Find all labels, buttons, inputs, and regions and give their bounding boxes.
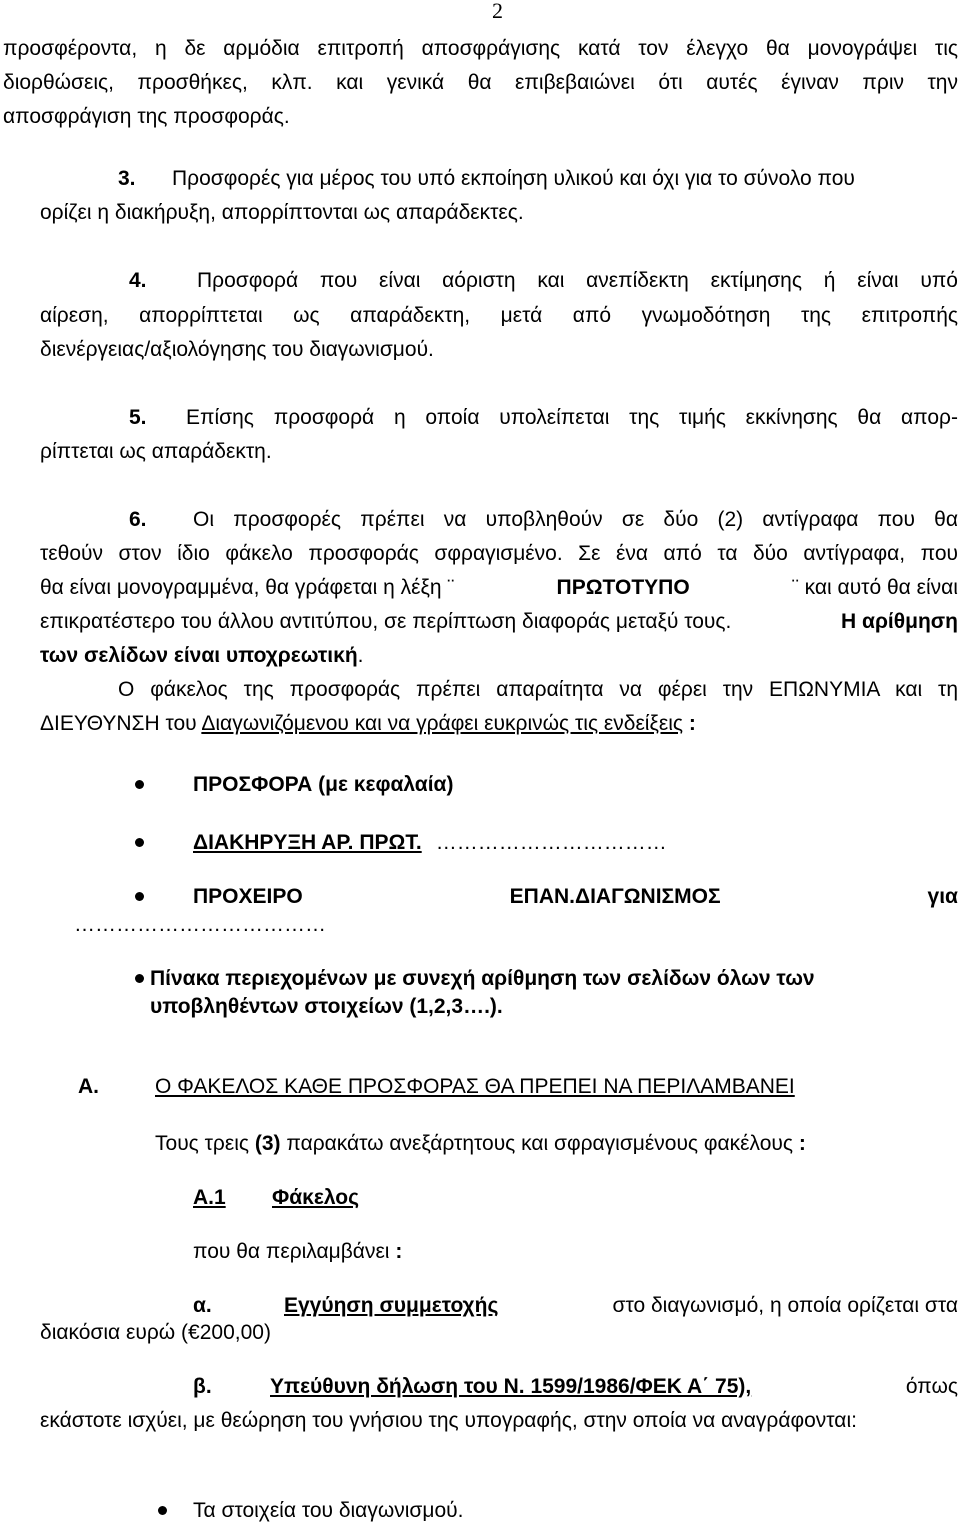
envelope-label-offer: ΠΡΟΣΦΟΡΑ (με κεφαλαία): [193, 773, 454, 796]
bullet-icon: [135, 780, 144, 789]
beta-line-2: εκάστοτε ισχύει, με θεώρηση του γνήσιου της υπογραφής, στην οποία να αναγράφονται:: [40, 1409, 857, 1432]
intro-line-1: προσφέροντα, η δε αρμόδια επιτροπή αποσφράγισης κατά τον έλεγχο θα μονογράψει τις: [3, 37, 958, 60]
a1-title: Φάκελος: [272, 1186, 359, 1209]
item-6-line-4-text: επικρατέστερο του άλλου αντιτύπου, σε περίπτωση διαφοράς μεταξύ τους.: [40, 610, 732, 633]
item-5-line-2: ρίπτεται ως απαράδεκτη.: [40, 440, 272, 463]
beta-letter: β.: [193, 1375, 212, 1398]
item-4-number: 4.: [129, 269, 147, 292]
participation-guarantee: Εγγύηση συμμετοχής: [284, 1294, 499, 1317]
item-6-line-3-start: θα είναι μονογραμμένα, θα γράφεται η λέξη ¨: [40, 576, 455, 599]
item-6-line-2: τεθούν στον ίδιο φάκελο προσφοράς σφραγισμένο. Σε ένα από τα δύο αντίγραφα, που: [40, 542, 958, 565]
beta-line-1: Υπεύθυνη δήλωση του Ν. 1599/1986/ΦΕΚ Α΄ 75), όπως: [270, 1375, 958, 1398]
item-6-line-7: ΔΙΕΥΘΥΝΣΗ του Διαγωνιζόμενου και να γράφει ευκρινώς τις ενδείξεις :: [40, 712, 696, 735]
item-4-line-1: Προσφορά που είναι αόριστη και ανεπίδεκτη εκτίμησης ή είναι υπό: [197, 269, 958, 292]
page-numbering-required: των σελίδων είναι υποχρεωτική: [40, 644, 358, 667]
contents-table-line-2: υποβληθέντων στοιχείων (1,2,3….).: [150, 995, 503, 1018]
solemn-declaration: Υπεύθυνη δήλωση του Ν. 1599/1986/ΦΕΚ Α΄ 75),: [270, 1375, 752, 1398]
alpha-letter: α.: [193, 1294, 212, 1317]
bullet-icon: [135, 838, 144, 847]
item-6-line-6: Ο φάκελος της προσφοράς πρέπει απαραίτητα να φέρει την ΕΠΩΝΥΜΙΑ και τη: [118, 678, 958, 701]
item-6-line-3-end: ¨ και αυτό θα είναι: [791, 576, 958, 599]
item-6-line-5: των σελίδων είναι υποχρεωτική.: [40, 644, 364, 667]
item-3-line-1: Προσφορές για μέρος του υπό εκποίηση υλικού και όχι για το σύνολο που: [172, 167, 855, 190]
intro-line-2: διορθώσεις, προσθήκες, κλπ. και γενικά θα επιβεβαιώνει ότι αυτές έγιναν πριν την: [3, 71, 958, 94]
item-6-line-1: Οι προσφορές πρέπει να υποβληθούν σε δύο (2) αντίγραφα που θα: [193, 508, 958, 531]
section-a-heading: Ο ΦΑΚΕΛΟΣ ΚΑΘΕ ΠΡΟΣΦΟΡΑΣ ΘΑ ΠΡΕΠΕΙ ΝΑ ΠΕΡΙΛΑΜΒΑΝΕΙ: [155, 1075, 795, 1098]
bullet-icon: [158, 1506, 167, 1515]
section-a-letter: A.: [78, 1075, 99, 1098]
section-a-intro: Τους τρεις (3) παρακάτω ανεξάρτητους και σφραγισμένους φακέλους :: [155, 1132, 806, 1155]
tender-details-item: Τα στοιχεία του διαγωνισμού.: [193, 1499, 464, 1522]
item-6-number: 6.: [129, 508, 147, 531]
item-4-line-2: αίρεση, απορρίπτεται ως απαράδεκτη, μετά από γνωμοδότηση της επιτροπής: [40, 304, 958, 327]
a1-number: Α.1: [193, 1186, 226, 1209]
item-4-line-3: διενέργειας/αξιολόγησης του διαγωνισμού.: [40, 338, 434, 361]
item-6-line-4: [40, 611, 958, 632]
page-numbering-note: Η αρίθμηση: [841, 610, 958, 633]
page-number: 2: [492, 0, 503, 23]
bullet-icon: [135, 892, 144, 901]
contains-label: που θα περιλαμβάνει :: [193, 1240, 403, 1263]
alpha-line-1: Εγγύηση συμμετοχής στο διαγωνισμό, η οποία ορίζεται στα: [284, 1294, 958, 1317]
tender-dots: ………………………………: [74, 913, 326, 936]
intro-line-3: αποσφράγιση της προσφοράς.: [3, 105, 290, 128]
envelope-label-tender: ΠΡΟΧΕΙΡΟ ΕΠΑΝ.ΔΙΑΓΩΝΙΣΜΟΣ για: [193, 885, 958, 908]
alpha-line-2: διακόσια ευρώ (€200,00): [40, 1321, 271, 1344]
bullet-icon: [135, 974, 144, 983]
item-6-line-3: [40, 577, 958, 598]
item-5-line-1: Επίσης προσφορά η οποία υπολείπεται της τιμής εκκίνησης θα απορ-: [186, 406, 958, 429]
original-keyword: ΠΡΩΤΟΤΥΠΟ: [556, 576, 690, 599]
item-5-number: 5.: [129, 406, 147, 429]
item-3-line-2: ορίζει η διακήρυξη, απορρίπτονται ως απαράδεκτες.: [40, 201, 524, 224]
contents-table-line-1: Πίνακα περιεχομένων με συνεχή αρίθμηση των σελίδων όλων των: [150, 967, 815, 990]
item-3-number: 3.: [118, 167, 136, 190]
envelope-label-declaration: ΔΙΑΚΗΡΥΞΗ ΑΡ. ΠΡΩΤ. ……………………………: [193, 831, 667, 854]
